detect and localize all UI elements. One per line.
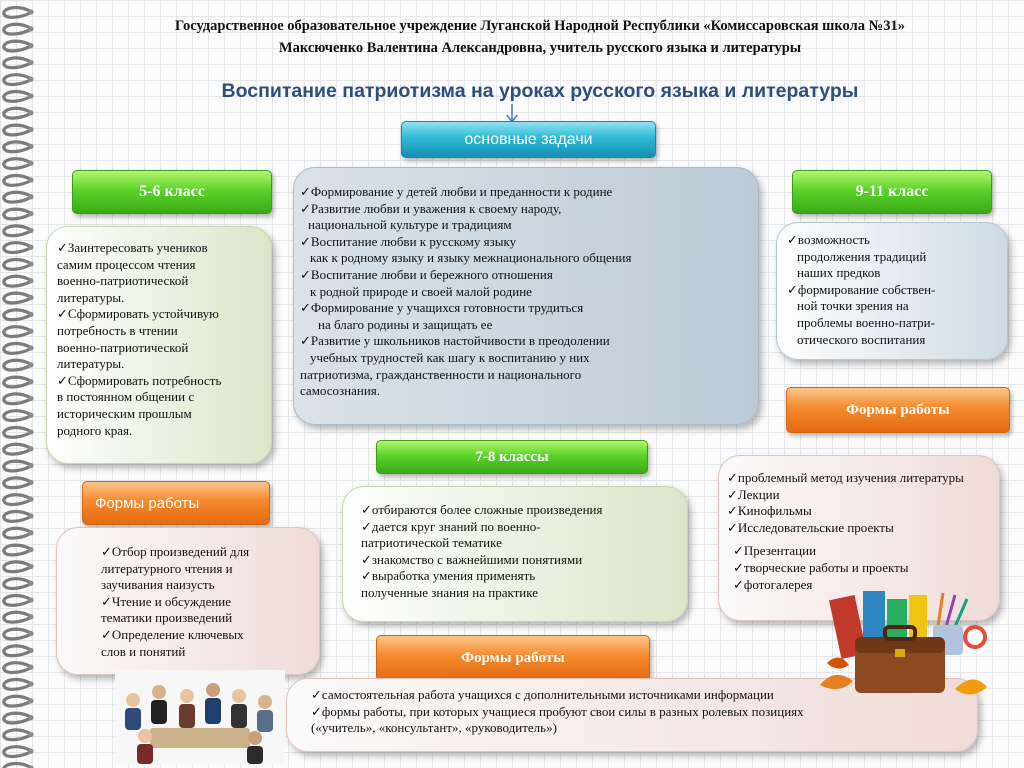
grade-7-8-item: патриотической тематике <box>361 535 502 551</box>
grade-9-11-item: проблемы военно-патри- <box>797 314 935 330</box>
grade-7-8-item: полученные знания на практике <box>361 584 539 600</box>
grade-5-6-item: потребность в чтении <box>57 322 178 338</box>
spiral-ring <box>4 528 30 538</box>
grade-5-6-form-item: тематики произведений <box>101 610 233 626</box>
spiral-hole <box>28 211 33 216</box>
students-collage-image <box>115 670 285 765</box>
grade-5-6-item: ✓Сформировать потребность <box>57 372 222 388</box>
spiral-hole <box>28 429 33 434</box>
spiral-hole <box>28 413 33 418</box>
spiral-hole <box>28 547 33 552</box>
grade-5-6-forms-label: Формы работы <box>82 481 270 525</box>
grade-5-6-form-item: ✓Чтение и обсуждение <box>101 593 232 609</box>
main-tasks-item: учебных трудностей как шагу к воспитанию у них <box>310 349 590 365</box>
spiral-hole <box>28 144 33 149</box>
spiral-ring <box>4 680 30 690</box>
spiral-ring <box>4 8 30 18</box>
spiral-ring <box>4 512 30 522</box>
spiral-hole <box>28 43 33 48</box>
spiral-ring <box>4 663 30 673</box>
spiral-hole <box>28 312 33 317</box>
main-tasks-label: основные задачи <box>401 121 656 158</box>
spiral-ring <box>4 747 30 757</box>
spiral-ring <box>4 209 30 219</box>
grade-5-6-form-item: слов и понятий <box>101 643 186 659</box>
main-tasks-item: национальной культуре и традициям <box>308 217 512 233</box>
grade-5-6-item: военно-патриотической <box>57 273 189 289</box>
grade-5-6-label: 5-6 класс <box>72 170 272 214</box>
grade-5-6-form-item: ✓Отбор произведений для <box>101 544 250 559</box>
main-tasks-box <box>293 167 759 425</box>
spiral-hole <box>28 93 33 98</box>
spiral-hole <box>28 110 33 115</box>
spiral-hole <box>28 463 33 468</box>
spiral-hole <box>28 648 33 653</box>
spiral-hole <box>28 345 33 350</box>
page-title: Воспитание патриотизма на уроках русского языка и литературы <box>221 80 859 102</box>
spiral-hole <box>28 513 33 518</box>
spiral-hole <box>28 480 33 485</box>
grade-5-6-item: ✓Заинтересовать учеников <box>57 240 208 255</box>
spiral-ring <box>4 629 30 639</box>
spiral-ring <box>4 41 30 51</box>
spiral-ring <box>4 142 30 152</box>
grade-9-11-form-item: ✓Лекции <box>727 486 780 502</box>
spiral-ring <box>4 260 30 270</box>
grade-9-11-label: 9-11 класс <box>792 170 992 214</box>
grade-7-8-form-item: ✓формы работы, при которых учащиеся пробуют свои силы в разных ролевых позициях <box>311 703 804 719</box>
grade-7-8-forms-label: Формы работы <box>376 635 650 681</box>
spiral-hole <box>28 581 33 586</box>
spiral-ring <box>4 92 30 102</box>
main-tasks-item: ✓Формирование у учащихся готовности трудиться <box>300 300 584 316</box>
spiral-hole <box>28 749 33 754</box>
grade-5-6-item: самим процессом чтения <box>57 256 196 272</box>
grade-9-11-form-item: ✓Исследовательские проекты <box>727 519 894 535</box>
spiral-hole <box>28 446 33 451</box>
grade-5-6-item: историческим прошлым <box>57 405 192 421</box>
grade-5-6-item: литературы. <box>57 356 125 372</box>
spiral-hole <box>28 278 33 283</box>
grade-9-11-box <box>776 222 1008 360</box>
grade-9-11-item: наших предков <box>797 265 881 281</box>
grade-7-8-item: ✓отбираются более сложные произведения <box>361 502 603 517</box>
main-tasks-item: патриотизма, гражданственности и национального <box>300 366 582 382</box>
spiral-ring <box>4 75 30 85</box>
spiral-hole <box>28 228 33 233</box>
spiral-hole <box>28 497 33 502</box>
spiral-hole <box>28 396 33 401</box>
spiral-ring <box>4 478 30 488</box>
spiral-ring <box>4 176 30 186</box>
header-teacher: Максюченко Валентина Александровна, учитель русского языка и литературы <box>278 40 802 56</box>
spiral-hole <box>28 698 33 703</box>
grade-5-6-form-item: ✓Определение ключевых <box>101 626 244 642</box>
spiral-ring <box>4 764 30 768</box>
spiral-ring <box>4 293 30 303</box>
main-tasks-item: ✓Воспитание любви и бережного отношения <box>300 266 553 282</box>
spiral-ring <box>4 696 30 706</box>
spiral-hole <box>28 9 33 14</box>
grade-9-11-form-item: ✓фотогалерея <box>733 576 813 592</box>
grade-5-6-item: литературы. <box>57 289 125 305</box>
spiral-ring <box>4 562 30 572</box>
school-supplies-image <box>815 585 990 705</box>
spiral-ring <box>4 646 30 656</box>
spiral-ring <box>4 243 30 253</box>
spiral-ring <box>4 24 30 34</box>
grade-7-8-box <box>342 486 688 622</box>
grade-5-6-item: ✓Сформировать устойчивую <box>57 306 219 322</box>
spiral-hole <box>28 245 33 250</box>
spiral-hole <box>28 127 33 132</box>
spiral-hole <box>28 77 33 82</box>
grade-9-11-item: ✓формирование собствен- <box>787 281 936 297</box>
spiral-ring <box>4 360 30 370</box>
main-tasks-item: ✓Развитие у школьников настойчивости в преодолении <box>300 333 610 349</box>
header-school: Государственное образовательное учреждение Луганской Народной Республики «Комиссаровская школа №31» <box>175 18 905 34</box>
spiral-hole <box>28 362 33 367</box>
spiral-hole <box>28 26 33 31</box>
grade-9-11-form-item: ✓проблемный метод изучения литературы <box>727 470 964 485</box>
grade-5-6-box <box>46 226 272 464</box>
spiral-ring <box>4 58 30 68</box>
spiral-hole <box>28 194 33 199</box>
main-tasks-item: ✓Воспитание любви к русскому языку <box>300 233 517 249</box>
spiral-hole <box>28 261 33 266</box>
grade-9-11-item: продолжения традиций <box>797 248 927 264</box>
spiral-ring <box>4 596 30 606</box>
spiral-hole <box>28 530 33 535</box>
spiral-ring <box>4 394 30 404</box>
spiral-ring <box>4 579 30 589</box>
spiral-hole <box>28 597 33 602</box>
spiral-hole <box>28 295 33 300</box>
spiral-ring <box>4 461 30 471</box>
spiral-ring <box>4 444 30 454</box>
spiral-ring <box>4 411 30 421</box>
spiral-ring <box>4 310 30 320</box>
spiral-hole <box>28 732 33 737</box>
grade-5-6-item: в постоянном общении с <box>57 389 195 405</box>
spiral-ring <box>4 327 30 337</box>
grade-7-8-item: ✓знакомство с важнейшими понятиями <box>361 551 583 567</box>
spiral-hole <box>28 329 33 334</box>
spiral-ring <box>4 377 30 387</box>
spiral-ring <box>4 612 30 622</box>
spiral-ring <box>4 730 30 740</box>
spiral-ring <box>4 276 30 286</box>
grade-9-11-form-item: ✓творческие работы и проекты <box>733 559 909 575</box>
spiral-hole <box>28 379 33 384</box>
main-tasks-item: ✓Формирование у детей любви и преданности к родине <box>300 184 613 199</box>
grade-7-8-item: ✓дается круг знаний по военно- <box>361 518 541 534</box>
grade-9-11-forms-label: Формы работы <box>786 387 1010 433</box>
spiral-ring <box>4 428 30 438</box>
main-tasks-item: на благо родины и защищать ее <box>318 316 493 332</box>
spiral-ring <box>4 713 30 723</box>
grade-5-6-forms-box <box>56 527 320 675</box>
grade-9-11-item: ной точки зрения на <box>797 298 909 314</box>
grade-7-8-form-item: («учитель», «консультант», «руководитель») <box>311 720 557 736</box>
spiral-ring <box>4 159 30 169</box>
spiral-ring <box>4 192 30 202</box>
grade-9-11-item: отического воспитания <box>797 331 926 347</box>
spiral-ring <box>4 108 30 118</box>
grade-9-11-form-item: ✓Презентации <box>733 543 817 559</box>
grade-5-6-item: родного края. <box>57 422 133 438</box>
spiral-ring <box>4 495 30 505</box>
grade-7-8-item: ✓выработка умения применять <box>361 568 536 584</box>
spiral-hole <box>28 177 33 182</box>
grade-5-6-form-item: литературного чтения и <box>101 560 233 576</box>
grade-7-8-form-item: ✓самостоятельная работа учащихся с дополнительными источниками информации <box>311 687 774 702</box>
spiral-ring <box>4 226 30 236</box>
grade-9-11-form-item: ✓Кинофильмы <box>727 503 812 519</box>
main-tasks-item: самосознания. <box>300 383 381 399</box>
grade-5-6-item: военно-патриотической <box>57 339 189 355</box>
spiral-hole <box>28 681 33 686</box>
spiral-binding <box>0 0 44 768</box>
spiral-ring <box>4 125 30 135</box>
spiral-ring <box>4 344 30 354</box>
spiral-hole <box>28 614 33 619</box>
spiral-hole <box>28 715 33 720</box>
spiral-hole <box>28 564 33 569</box>
spiral-ring <box>4 545 30 555</box>
grade-5-6-form-item: заучивания наизусть <box>101 577 215 593</box>
spiral-hole <box>28 631 33 636</box>
main-tasks-item: к родной природе и своей малой родине <box>310 283 532 299</box>
spiral-hole <box>28 665 33 670</box>
main-tasks-item: как к родному языку и языку межнационального общения <box>310 250 632 266</box>
spiral-hole <box>28 60 33 65</box>
spiral-hole <box>28 161 33 166</box>
grade-7-8-label: 7-8 классы <box>376 440 648 474</box>
grade-9-11-item: ✓возможность <box>787 232 870 247</box>
main-tasks-item: ✓Развитие любви и уважения к своему народу, <box>300 200 562 216</box>
